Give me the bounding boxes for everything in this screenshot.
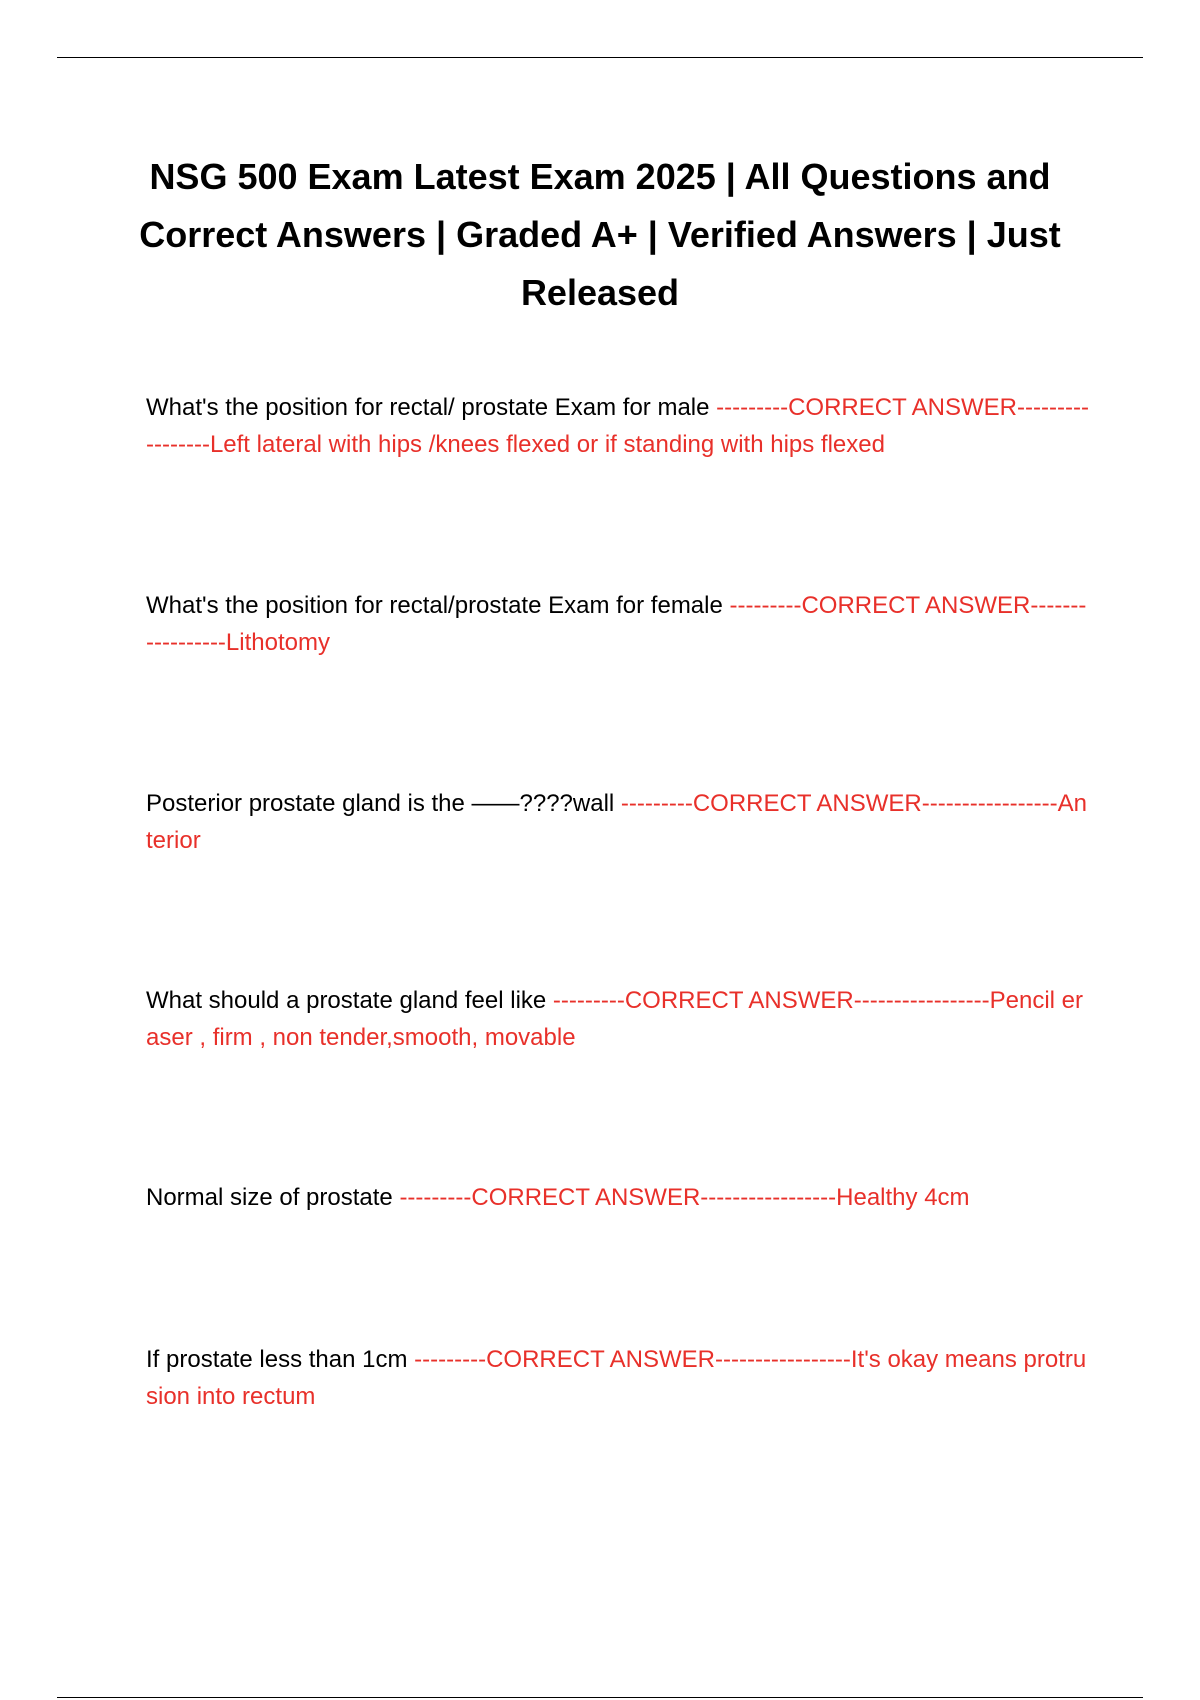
question-text: Normal size of prostate (146, 1184, 393, 1211)
question-text: What should a prostate gland feel like (146, 987, 547, 1014)
answer-text: ---------CORRECT ANSWER-----------------Anterior (146, 790, 1087, 854)
question-text: Posterior prostate gland is the ——????wall (146, 790, 615, 817)
question-text: What's the position for rectal/ prostate Exam for male (146, 394, 710, 421)
top-divider (57, 57, 1143, 58)
qa-item-3 (146, 785, 1092, 859)
answer-text: ---------CORRECT ANSWER-----------------Pencil eraser , firm , non tender,smooth, movable (146, 987, 1084, 1051)
qa-item-6 (146, 1341, 1092, 1415)
answer-text: ---------CORRECT ANSWER-----------------Healthy 4cm (399, 1184, 970, 1211)
answer-text: ---------CORRECT ANSWER-----------------It's okay means protrusion into rectum (146, 1346, 1087, 1410)
answer-text: ---------CORRECT ANSWER-----------------Lithotomy (146, 592, 1087, 656)
answer-text: ---------CORRECT ANSWER-----------------Left lateral with hips /knees flexed or if standing with hips flexed (146, 394, 1089, 458)
qa-item-4 (146, 982, 1092, 1056)
document-title: NSG 500 Exam Latest Exam 2025 | All Questions and Correct Answers | Graded A+ | Verified Answers | Just Released (139, 156, 1061, 313)
question-text: If prostate less than 1cm (146, 1346, 408, 1373)
qa-item-1 (146, 389, 1092, 463)
question-text: What's the position for rectal/prostate Exam for female (146, 592, 723, 619)
qa-item-5 (146, 1179, 1092, 1216)
qa-item-2 (146, 587, 1092, 661)
bottom-divider (57, 1697, 1143, 1698)
